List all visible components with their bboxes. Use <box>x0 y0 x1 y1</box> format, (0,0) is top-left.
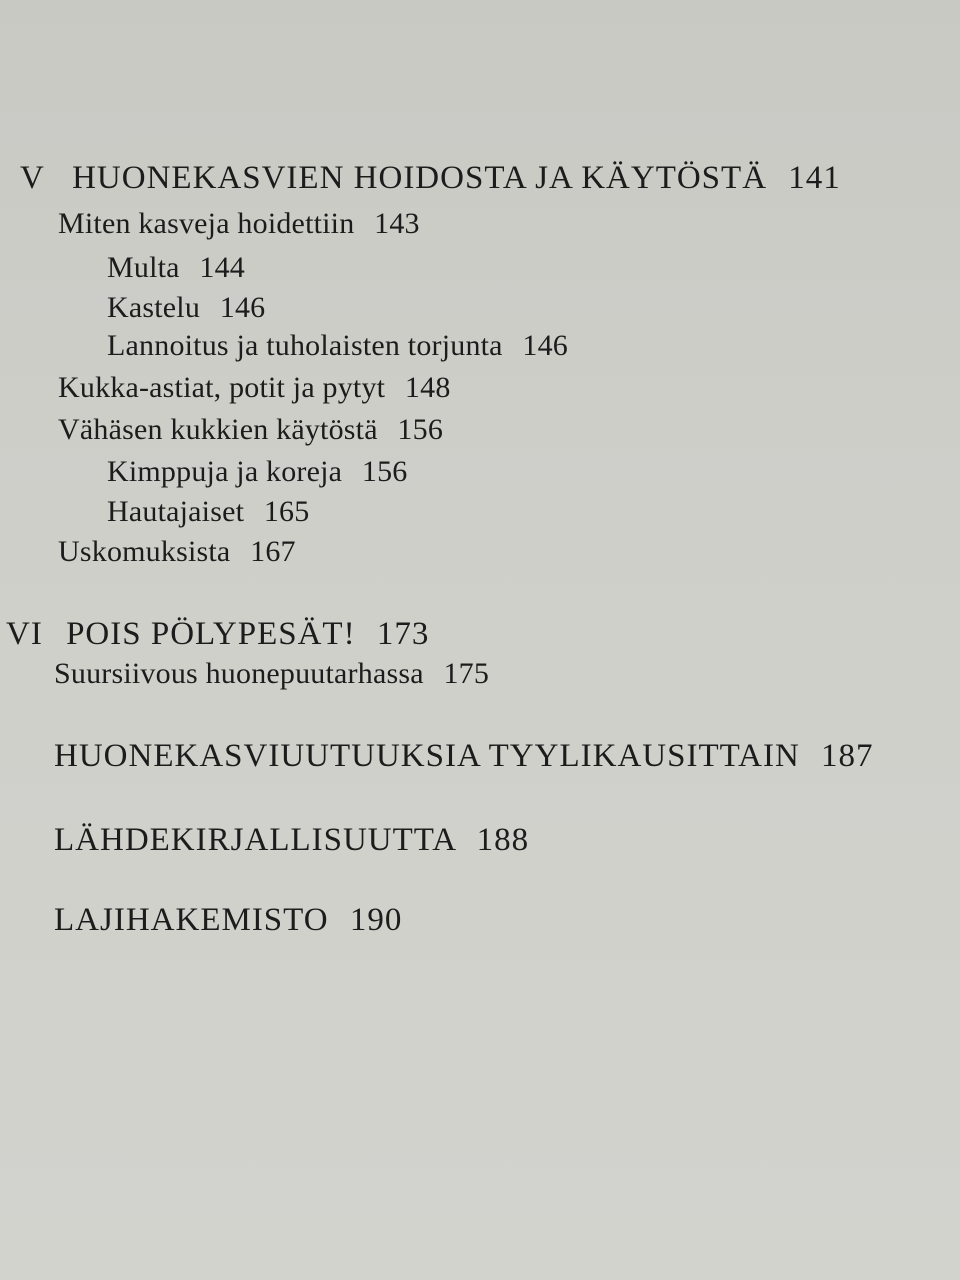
chapter-numeral: VI <box>6 616 43 652</box>
entry-page: 144 <box>199 251 245 284</box>
chapter-title: POIS PÖLYPESÄT! <box>66 616 356 652</box>
entry-title: Kukka-astiat, potit ja pytyt <box>58 371 386 404</box>
appendix-page: 188 <box>476 822 530 858</box>
toc-subentry <box>107 494 309 530</box>
chapter-page: 173 <box>376 616 430 652</box>
toc-entry <box>54 656 489 692</box>
toc-entry <box>58 534 296 570</box>
appendix-page: 187 <box>821 738 874 774</box>
entry-page: 156 <box>397 413 444 446</box>
appendix-title: HUONEKASVIUUTUUKSIA TYYLIKAUSITTAIN <box>54 738 800 774</box>
entry-title: Multa <box>107 251 180 284</box>
toc-appendix <box>54 902 402 938</box>
entry-title: Hautajaiset <box>107 495 245 528</box>
entry-title: Vähäsen kukkien käytöstä <box>58 413 378 446</box>
toc-chapter-vi <box>6 616 429 652</box>
appendix-title: LAJIHAKEMISTO <box>54 902 329 938</box>
toc-subentry <box>107 290 265 326</box>
toc-entry <box>58 370 451 406</box>
entry-page: 175 <box>443 657 490 690</box>
chapter-title: HUONEKASVIEN HOIDOSTA JA KÄYTÖSTÄ <box>72 160 768 196</box>
entry-title: Miten kasveja hoidettiin <box>58 207 355 240</box>
entry-page: 146 <box>219 291 266 324</box>
toc-subentry <box>107 454 408 490</box>
entry-page: 143 <box>374 207 420 240</box>
toc-entry <box>58 412 443 448</box>
chapter-numeral: V <box>20 160 45 196</box>
toc-subentry <box>107 328 568 364</box>
entry-page: 167 <box>250 535 296 568</box>
chapter-page: 141 <box>788 160 841 196</box>
entry-page: 165 <box>263 495 310 528</box>
toc-subentry <box>107 250 245 286</box>
entry-title: Suursiivous huonepuutarhassa <box>54 657 424 690</box>
appendix-title: LÄHDEKIRJALLISUUTTA <box>54 822 456 858</box>
toc-chapter-v <box>20 160 841 196</box>
entry-title: Uskomuksista <box>58 535 231 568</box>
toc-entry <box>58 206 420 242</box>
toc-appendix <box>54 738 874 774</box>
entry-page: 156 <box>361 455 408 488</box>
appendix-page: 190 <box>349 902 403 938</box>
toc-appendix <box>54 822 529 858</box>
entry-title: Lannoitus ja tuholaisten torjunta <box>107 329 503 362</box>
entry-page: 146 <box>522 329 569 362</box>
entry-title: Kimppuja ja koreja <box>107 455 343 488</box>
entry-title: Kastelu <box>107 291 201 324</box>
entry-page: 148 <box>404 371 451 404</box>
